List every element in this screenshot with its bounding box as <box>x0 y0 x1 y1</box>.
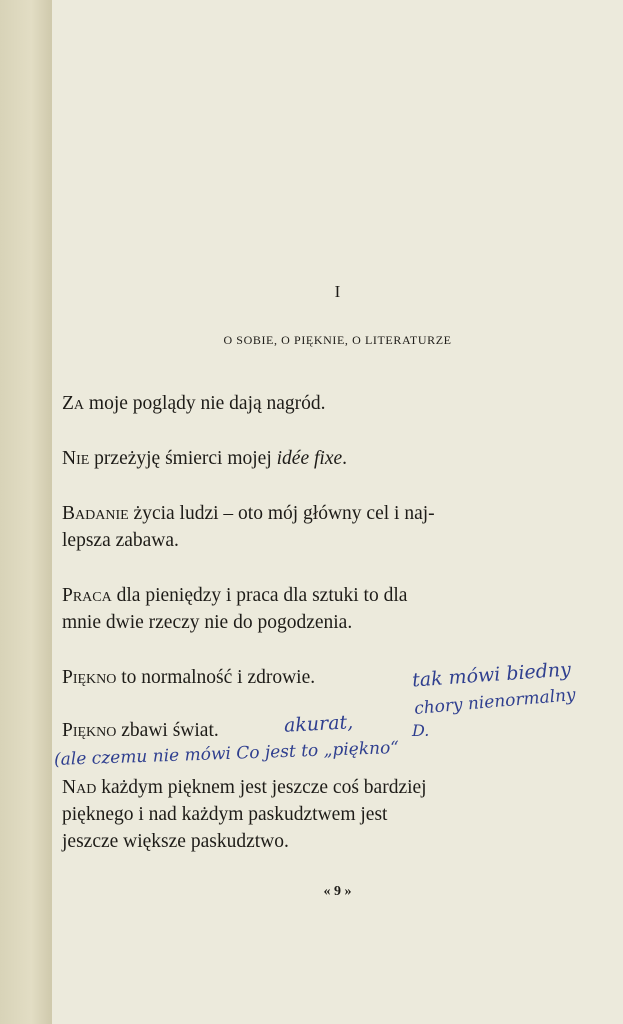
aphorism-lead: Praca <box>62 585 112 606</box>
book-spine-edge <box>0 0 53 1024</box>
aphorism-4 <box>62 582 512 636</box>
aphorism-text: każdym pięknem jest jeszcze coś bardziej <box>96 777 427 798</box>
aphorism-text: zbawi świat. <box>116 720 219 741</box>
handwritten-note-3: D. <box>412 721 430 740</box>
chapter-number: I <box>334 282 341 301</box>
aphorism-lead: Badanie <box>62 503 129 524</box>
handwritten-note-2: akurat, <box>283 711 354 737</box>
aphorism-lead: Nad <box>62 777 97 798</box>
handwritten-note-1b: chory nienormalny <box>413 684 577 720</box>
aphorism-lead: Piękno <box>62 667 117 688</box>
aphorism-line2: pięknego i nad każdym paskudztwem jest <box>62 804 388 825</box>
aphorism-2 <box>62 445 512 472</box>
aphorism-7 <box>62 774 512 855</box>
aphorism-tail: . <box>342 448 348 469</box>
aphorism-lead: Piękno <box>62 720 117 741</box>
aphorism-text: życia ludzi – oto mój główny cel i naj- <box>128 503 435 524</box>
aphorism-text: przeżyję śmierci mojej <box>89 448 277 469</box>
book-page <box>52 0 623 1024</box>
aphorism-line3: jeszcze większe paskudztwo. <box>62 831 289 852</box>
aphorism-text: moje poglądy nie dają nagród. <box>84 393 326 414</box>
aphorism-text: dla pieniędzy i praca dla sztuki to dla <box>111 585 408 606</box>
chapter-title: O SOBIE, O PIĘKNIE, O LITERATURZE <box>223 333 452 347</box>
aphorism-lead: Za <box>62 393 85 414</box>
handwritten-note-1a: tak mówi biedny <box>411 658 572 692</box>
aphorism-lead: Nie <box>62 448 90 469</box>
aphorism-text: to normalność i zdrowie. <box>116 667 316 688</box>
aphorism-line2: lepsza zabawa. <box>62 530 179 551</box>
handwritten-note-4: (ale czemu nie mówi Co jest to „piękno“ <box>53 737 400 771</box>
aphorism-line2: mnie dwie rzeczy nie do pogodzenia. <box>62 612 353 633</box>
aphorism-1 <box>62 390 512 417</box>
aphorism-italic: idée fixe <box>276 448 343 469</box>
page-number: « 9 » <box>323 884 352 899</box>
aphorism-3 <box>62 500 512 554</box>
